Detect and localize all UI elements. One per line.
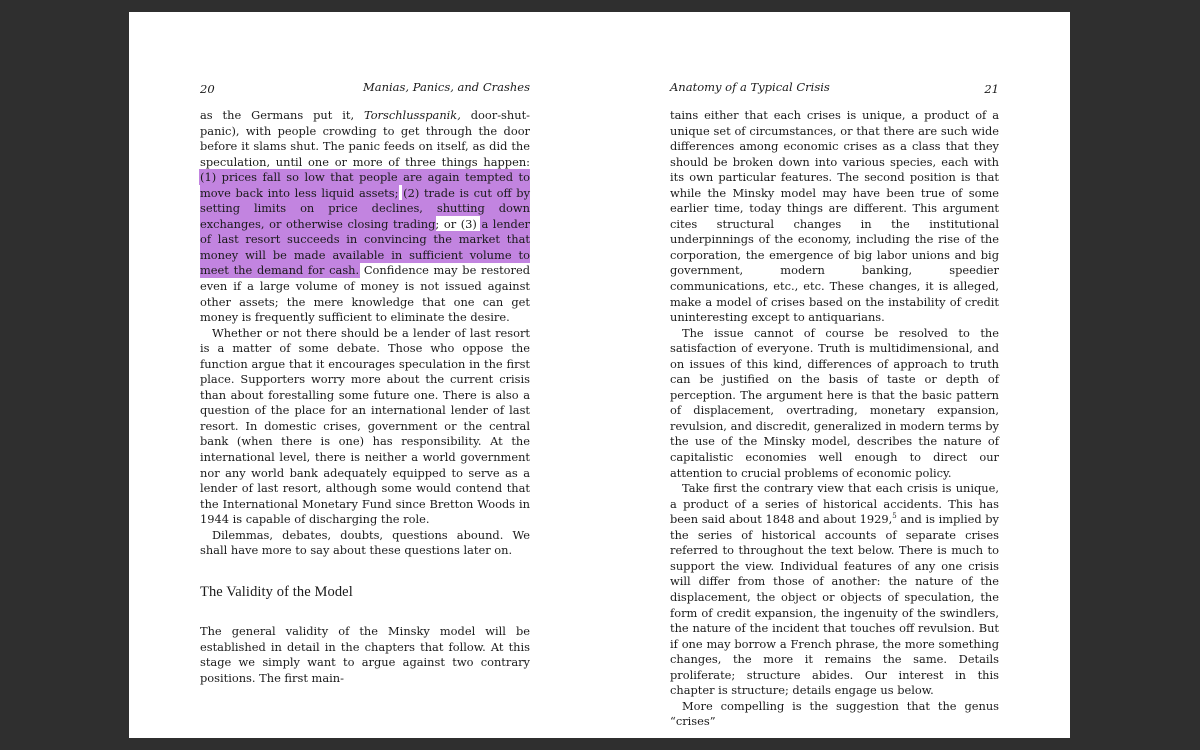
left-page-body [200,108,530,559]
right-page [670,12,999,738]
right-paragraph-4: More compelling is the suggestion that the genus “crises” [670,698,999,729]
right-paragraph-1: tains either that each crises is unique, a product of a unique set of circumstances, or that there are such wide differences among economic crises as a class that they should be broken down into various species, each with its own particular features. The second position is that while the Minsky model may have been true of some earlier time, today things are different. This argument cites structural changes in the institutional underpinnings of the economy, including the rise of the corporation, the emergence of big labor unions and big government, modern banking, speedier communications, etc., etc. These changes, it is alleged, make a model of crises based on the instability of credit uninteresting except to antiquarians. [670,108,999,325]
right-paragraph-3: Take first the contrary view that each crisis is unique, a product of a series of historical accidents. This has been said about 1848 and about 1929,$^5$ and is implied by the series of historical accounts of separate crises referred to throughout the text below. There is much to support the view. Individual features of any one crisis will differ from those of another: the nature of the displacement, the object or objects of speculation, the form of credit expansion, the ingenuity of the swindlers, the nature of the incident that touches off revulsion. But if one may borrow a French phrase, the more something changes, the more it remains the same. Details proliferate; structure abides. Our interest in this chapter is structure; details engage us below. [670,481,999,698]
right-page-number: 21 [984,82,999,96]
highlight-3[interactable]: a lender of last resort succeeds in convincing the market that money will be made available in sufficient volume to meet the demand for cash. [200,216,531,278]
section-title: The Validity of the Model [200,584,353,600]
left-page-number: 20 [200,82,215,96]
left-page-header [200,80,530,98]
left-paragraph-4: The general validity of the Minsky model will be established in detail in the chapters that follow. At this stage we simply want to argue against two contrary positions. The first main- [200,624,530,685]
right-paragraph-2: The issue cannot of course be resolved to the satisfaction of everyone. Truth is multidimensional, and on issues of this kind, differences of approach to truth can be justified on the basis of taste or depth of perception. The argument here is that the basic pattern of displacement, overtrading, monetary expansion, revulsion, and discredit, generalized in modern terms by the use of the Minsky model, describes the nature of capitalistic economies well enough to direct our attention to crucial problems of economic policy. [670,325,999,480]
left-page [200,12,530,738]
highlight-1[interactable]: (1) prices fall so low that people are again tempted to move back into less liquid assets; [200,170,530,200]
right-page-header [670,80,999,98]
left-paragraph-1: as the Germans put it, Torschlusspanik, door-shut-panic), with people crowding to get through the door before it slams shut. The panic feeds on itself, as did the speculation, until one or more of three things happen: (1) prices fall so low that people are again tempted to move back into less liquid assets; (2) trade is cut off by setting limits on price declines, shutting down exchanges, or otherwise closing trading; or (3) a lender of last resort succeeds in convincing the market that money will be made available in sufficient volume to meet the demand for cash. Confidence may be restored even if a large volume of money is not issued against other assets; the mere knowledge that one can get money is frequently sufficient to eliminate the desire. [200,108,531,325]
left-paragraph-2: Whether or not there should be a lender of last resort is a matter of some debate. Those who oppose the function argue that it encourages speculation in the first place. Supporters worry more about the current crisis than about forestalling some future one. There is also a question of the place for an international lender of last resort. In domestic crises, government or the central bank (when there is one) has responsibility. At the international level, there is neither a world government nor any world bank adequately equipped to serve as a lender of last resort, although some would contend that the International Monetary Fund since Bretton Woods in 1944 is capable of discharging the role. [200,325,530,527]
left-running-head: Manias, Panics, and Crashes [362,80,530,94]
book-spread [129,12,1070,738]
right-page-body [670,108,999,730]
footnote-marker[interactable]: 5 [892,512,897,521]
highlight-2[interactable]: (2) trade is cut off by setting limits on price declines, shutting down exchanges, or otherwise closing trading [200,185,531,231]
right-running-head: Anatomy of a Typical Crisis [670,80,830,94]
left-paragraph-3: Dilemmas, debates, doubts, questions abound. We shall have more to say about these questions later on. [200,527,530,558]
left-page-body-2 [200,624,530,686]
